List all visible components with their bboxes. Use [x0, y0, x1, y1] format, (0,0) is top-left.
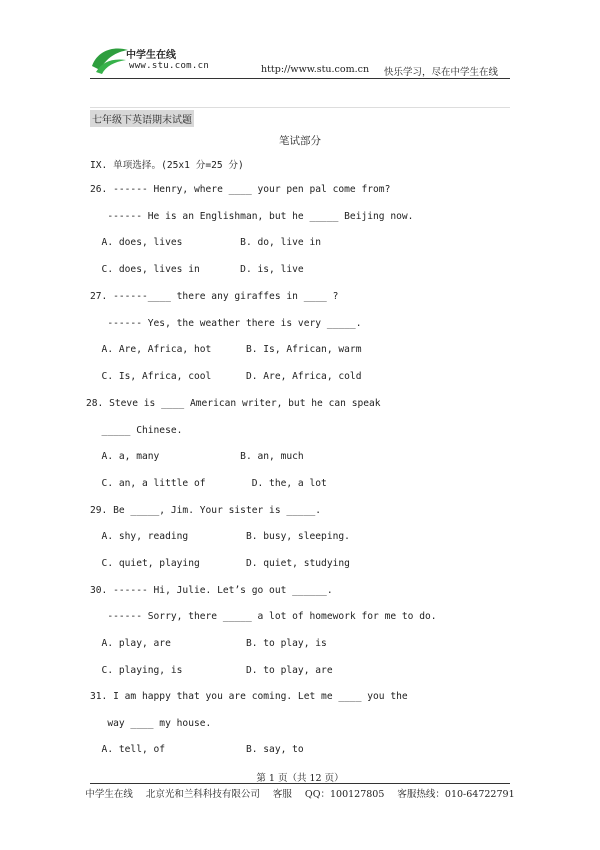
option-line: A. play, are B. to play, is — [90, 638, 327, 649]
question-line: ------ Yes, the weather there is very _____. — [90, 318, 362, 329]
question-line: way ____ my house. — [90, 718, 212, 729]
option-line: A. a, many B. an, much — [90, 451, 304, 462]
option-line: C. playing, is D. to play, are — [90, 665, 333, 676]
option-line: C. Is, Africa, cool D. Are, Africa, cold — [90, 371, 362, 382]
title-divider — [90, 107, 510, 108]
footer-divider — [90, 783, 510, 784]
logo-url-text: www.stu.com.cn — [129, 61, 210, 71]
question-line: _____ Chinese. — [90, 425, 183, 436]
option-line: C. quiet, playing D. quiet, studying — [90, 558, 350, 569]
question-line: 26. ------ Henry, where ____ your pen pal come from? — [90, 184, 391, 195]
question-line: 30. ------ Hi, Julie. Let’s go out ______. — [90, 585, 333, 596]
site-logo[interactable] — [90, 44, 215, 78]
question-line: ------ He is an Englishman, but he _____ Beijing now. — [90, 211, 414, 222]
option-line: C. an, a little of D. the, a lot — [90, 478, 327, 489]
option-line: A. tell, of B. say, to — [90, 744, 304, 755]
instructions: IX. 单项选择。(25x1 分=25 分) — [90, 160, 244, 171]
question-line: 29. Be _____, Jim. Your sister is _____. — [90, 505, 322, 516]
question-line: ------ Sorry, there _____ a lot of homework for me to do. — [90, 611, 437, 622]
page-number: 第 1 页（共 12 页） — [256, 773, 344, 784]
logo-chinese-name: 中学生在线 — [126, 50, 176, 61]
question-line: 28. Steve is ____ American writer, but he can speak — [86, 398, 381, 409]
header-url-link[interactable]: http://www.stu.com.cn — [261, 64, 370, 75]
section-title: 笔试部分 — [279, 135, 321, 147]
question-line: 27. ------____ there any giraffes in ____ ? — [90, 291, 339, 302]
question-line: 31. I am happy that you are coming. Let me ____ you the — [90, 691, 408, 702]
option-line: A. Are, Africa, hot B. Is, African, warm — [90, 344, 362, 355]
footer-contact-info: 中学生在线 北京光和兰科科技有限公司 客服 QQ：100127805 客服热线：010-64722791 — [85, 789, 515, 800]
header-slogan: 快乐学习，尽在中学生在线 — [384, 67, 499, 78]
leaf-logo-icon — [90, 44, 130, 78]
header-divider — [90, 78, 510, 79]
option-line: A. shy, reading B. busy, sleeping. — [90, 531, 350, 542]
option-line: C. does, lives in D. is, live — [90, 264, 304, 275]
exam-title: 七年级下英语期末试题 — [90, 110, 194, 127]
option-line: A. does, lives B. do, live in — [90, 237, 322, 248]
